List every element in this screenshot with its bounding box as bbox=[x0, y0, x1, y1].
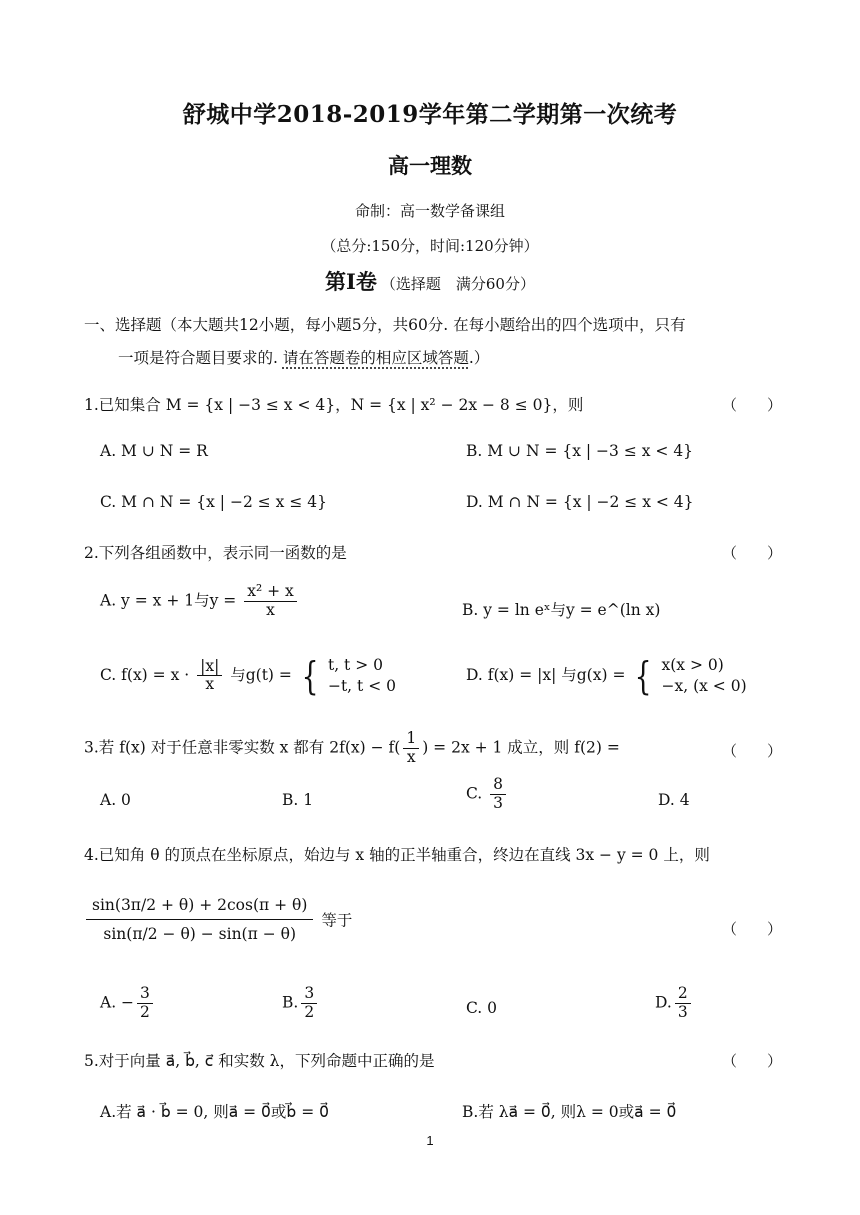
volume-heading bbox=[0, 266, 860, 296]
q4-expression-fraction bbox=[86, 893, 313, 950]
q2-option-c-fraction bbox=[197, 658, 222, 695]
q2-option-d-prefix: D. f(x) = |x| 与g(x) = bbox=[466, 665, 626, 684]
page-number: 1 bbox=[426, 1133, 434, 1148]
q3-option-c bbox=[466, 776, 509, 813]
q3-option-c-label: C. bbox=[466, 784, 483, 803]
q1-option-b: B. M ∪ N = {x | −3 ≤ x < 4} bbox=[466, 442, 694, 460]
q4-option-b bbox=[282, 985, 320, 1022]
q3-option-c-denominator: 3 bbox=[493, 793, 504, 812]
q3-stem-fraction bbox=[403, 730, 419, 767]
q3-answer-paren: （ ） bbox=[722, 742, 783, 760]
section-intro-part-a: 一项是符合题目要求的. bbox=[118, 349, 283, 367]
q3-stem bbox=[84, 730, 620, 767]
q5-answer-paren: （ ） bbox=[722, 1052, 783, 1070]
q2-option-c-case1: t, t > 0 bbox=[327, 656, 383, 674]
exam-title: 舒城中学2018-2019学年第二学期第一次统考 bbox=[182, 101, 678, 128]
q2-option-c-case2: −t, t < 0 bbox=[327, 676, 396, 695]
q3-stem-part-b: ) = 2x + 1 成立，则 f(2) = bbox=[422, 738, 620, 757]
q4-option-d-denominator: 3 bbox=[677, 1002, 688, 1021]
q5-stem: 5.对于向量 a⃗, b⃗, c⃗ 和实数 λ，下列命题中正确的是 bbox=[84, 1052, 435, 1070]
volume-note: （选择题 满分60分） bbox=[380, 275, 535, 293]
exam-author: 命制：高一数学备课组 bbox=[354, 202, 505, 220]
q2-option-c-cases bbox=[328, 655, 396, 697]
q3-option-a: A. 0 bbox=[100, 791, 131, 809]
q5-option-b: B.若 λa⃗ = 0⃗, 则λ = 0或a⃗ = 0⃗ bbox=[462, 1103, 677, 1121]
q2-option-c bbox=[100, 655, 396, 697]
q2-option-d-brace: { bbox=[635, 653, 652, 698]
exam-subject: 高一理数 bbox=[388, 153, 472, 178]
q4-option-a-fraction bbox=[137, 985, 153, 1022]
q2-option-d-cases bbox=[662, 655, 747, 697]
q2-option-c-mid: 与g(t) = bbox=[230, 665, 292, 684]
q4-option-d-label: D. bbox=[655, 993, 672, 1012]
q2-option-a-fraction bbox=[244, 583, 297, 620]
q4-option-d-fraction bbox=[675, 985, 691, 1022]
q2-option-d-case1: x(x > 0) bbox=[661, 656, 724, 674]
q2-option-d bbox=[466, 655, 747, 697]
q3-stem-numerator: 1 bbox=[403, 730, 419, 749]
q1-option-d: D. M ∩ N = {x | −2 ≤ x < 4} bbox=[466, 493, 694, 511]
q2-option-a-prefix: A. y = x + 1与y = bbox=[100, 591, 237, 610]
q1-option-c: C. M ∩ N = {x | −2 ≤ x ≤ 4} bbox=[100, 493, 327, 511]
q3-option-b: B. 1 bbox=[282, 791, 314, 809]
q2-option-a bbox=[100, 583, 300, 620]
q4-option-d-numerator: 2 bbox=[675, 985, 691, 1004]
q1-stem: 1.已知集合 M = {x | −3 ≤ x < 4}，N = {x | x² − 2x − 8 ≤ 0}，则 bbox=[84, 396, 584, 414]
q2-option-c-prefix: C. f(x) = x · bbox=[100, 665, 190, 684]
section-intro-line1: 一、选择题（本大题共12小题，每小题5分，共60分. 在每小题给出的四个选项中，只有 bbox=[84, 316, 686, 334]
q4-option-a bbox=[100, 985, 156, 1022]
q4-option-c: C. 0 bbox=[466, 999, 498, 1017]
q1-option-a: A. M ∪ N = R bbox=[100, 442, 208, 460]
q3-stem-denominator: x bbox=[406, 747, 416, 766]
section-intro-line2 bbox=[118, 346, 489, 368]
q4-expression bbox=[86, 893, 352, 950]
q3-stem-part-a: 3.若 f(x) 对于任意非零实数 x 都有 2f(x) − f( bbox=[84, 738, 401, 757]
section-intro-part-c: .） bbox=[468, 349, 490, 367]
q2-option-a-denominator: x bbox=[266, 600, 275, 619]
q2-option-c-numerator: |x| bbox=[197, 658, 222, 677]
q4-expression-suffix: 等于 bbox=[321, 911, 353, 930]
volume-label: 第Ⅰ卷 bbox=[325, 269, 377, 294]
q2-option-a-numerator: x² + x bbox=[244, 583, 297, 602]
q2-option-c-brace: { bbox=[301, 653, 319, 698]
q5-option-a: A.若 a⃗ · b⃗ = 0, 则a⃗ = 0⃗或b⃗ = 0⃗ bbox=[100, 1103, 329, 1121]
q2-option-d-case2: −x, (x < 0) bbox=[661, 676, 747, 695]
q1-answer-paren: （ ） bbox=[722, 396, 783, 414]
q4-option-b-denominator: 2 bbox=[304, 1002, 315, 1021]
q4-option-b-fraction bbox=[301, 985, 317, 1022]
q4-option-b-numerator: 3 bbox=[301, 985, 317, 1004]
q4-option-d bbox=[655, 985, 694, 1022]
section-intro-emphasis: 请在答题卷的相应区域答题 bbox=[282, 349, 469, 367]
exam-info: （总分:150分，时间:120分钟） bbox=[321, 237, 539, 255]
q2-answer-paren: （ ） bbox=[722, 544, 783, 562]
q2-option-c-denominator: x bbox=[205, 675, 215, 694]
q4-option-a-numerator: 3 bbox=[137, 985, 153, 1004]
q3-option-c-fraction bbox=[490, 776, 506, 813]
q3-option-d: D. 4 bbox=[658, 791, 690, 809]
q4-option-a-denominator: 2 bbox=[140, 1002, 150, 1021]
q4-expression-denominator: sin(π/2 − θ) − sin(π − θ) bbox=[103, 924, 297, 943]
q4-option-b-label: B. bbox=[282, 993, 299, 1012]
q4-expression-numerator: sin(3π/2 + θ) + 2cos(π + θ) bbox=[86, 893, 313, 920]
q4-option-a-label: A. − bbox=[100, 993, 135, 1012]
q4-answer-paren: （ ） bbox=[722, 920, 783, 938]
q4-stem: 4.已知角 θ 的顶点在坐标原点，始边与 x 轴的正半轴重合，终边在直线 3x − y = 0 上，则 bbox=[84, 846, 710, 864]
q2-option-b: B. y = ln eˣ与y = e^(ln x) bbox=[462, 601, 661, 619]
q3-option-c-numerator: 8 bbox=[490, 776, 506, 795]
q2-stem: 2.下列各组函数中，表示同一函数的是 bbox=[84, 544, 347, 562]
